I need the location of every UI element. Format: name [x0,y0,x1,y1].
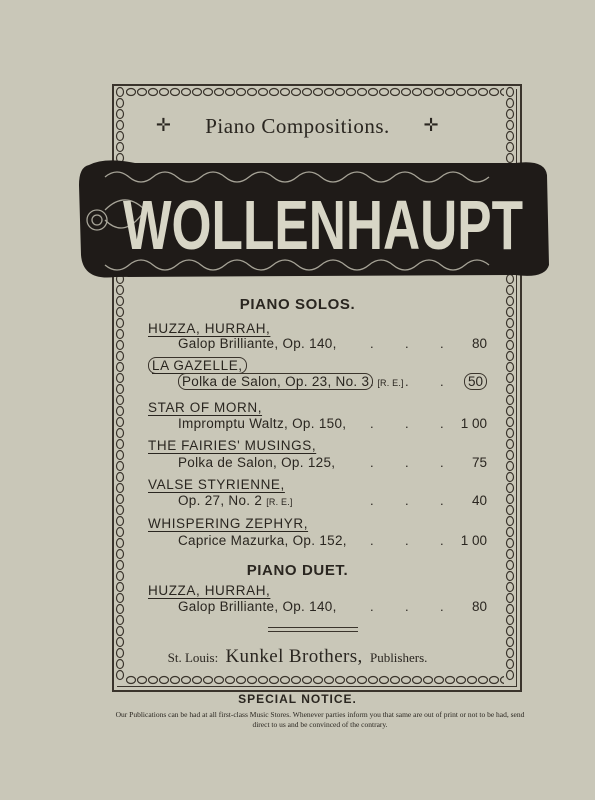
piece-title: THE FAIRIES' MUSINGS, [148,438,317,453]
leader-dot: . [440,493,444,508]
publisher-city: St. Louis: [167,650,219,665]
piece-title: STAR OF MORN, [148,400,263,415]
piece-title: WHISPERING ZEPHYR, [148,516,309,531]
leader-dot: . [405,336,409,351]
annotated-subtitle: Polka de Salon, Op. 23, No. 3 [178,373,373,390]
leader-dot: . [405,416,409,431]
edition-mark: [R. E.] [377,378,404,388]
annotated-price: 50 [464,373,487,390]
leader-dot: . [405,374,409,389]
piece-price: 80 [471,599,487,614]
leader-dot: . [370,455,374,470]
edition-mark: [R. E.] [266,497,293,507]
leader-dot: . [370,416,374,431]
leader-dot: . [405,533,409,548]
leader-dot: . [440,533,444,548]
piece-price: 40 [471,493,487,508]
piece-subtitle: Polka de Salon, Op. 125, [178,455,336,470]
publisher-role: Publishers. [369,650,428,665]
piece-subtitle-text: Op. 27, No. 2 [178,493,263,508]
divider-rule [268,631,358,632]
piece-price: 80 [471,336,487,351]
piece-subtitle: Caprice Mazurka, Op. 152, [178,533,347,548]
leader-dot: . [405,455,409,470]
leader-dot: . [440,416,444,431]
leader-dot: . [440,599,444,614]
leader-dot: . [440,455,444,470]
piece-price: 75 [471,455,487,470]
leader-dot: . [370,599,374,614]
piece-title: VALSE STYRIENNE, [148,477,285,492]
publisher-line [0,646,595,668]
leader-dot: . [440,374,444,389]
leader-dot: . [405,493,409,508]
composer-name: WOLLENHAUPT [123,186,523,264]
annotated-title: LA GAZELLE, [148,357,247,374]
cross-ornament-icon: ✛ [155,115,172,135]
section-title-solos: PIANO SOLOS. [239,296,356,313]
piece-subtitle [178,493,293,508]
header-title: Piano Compositions. [205,114,390,138]
piece-title: HUZZA, HURRAH, [148,583,271,598]
piece-title [148,358,247,373]
divider-rule [268,627,358,628]
publisher-name: Kunkel Brothers, [225,646,363,667]
cross-ornament-icon: ✛ [423,115,440,135]
leader-dot: . [370,336,374,351]
piece-subtitle: Galop Brilliante, Op. 140, [178,336,337,351]
leader-dot: . [370,493,374,508]
piece-price: 1 00 [460,533,487,548]
leader-dot: . [405,599,409,614]
piece-title: HUZZA, HURRAH, [148,321,271,336]
piece-price: 1 00 [460,416,487,431]
leader-dot: . [370,533,374,548]
leader-dot: . [370,374,374,389]
section-title-duet: PIANO DUET. [246,562,349,579]
piece-subtitle: Impromptu Waltz, Op. 150, [178,416,347,431]
notice-title: SPECIAL NOTICE. [238,692,357,706]
piece-subtitle: Galop Brilliante, Op. 140, [178,599,337,614]
notice-text: Our Publications can be had at all first-class Music Stores. Whenever parties inform you that same are out of print or not to be had, send direct to us and be convinced of the contrary. [115,710,525,729]
piece-price [464,374,487,389]
leader-dot: . [440,336,444,351]
